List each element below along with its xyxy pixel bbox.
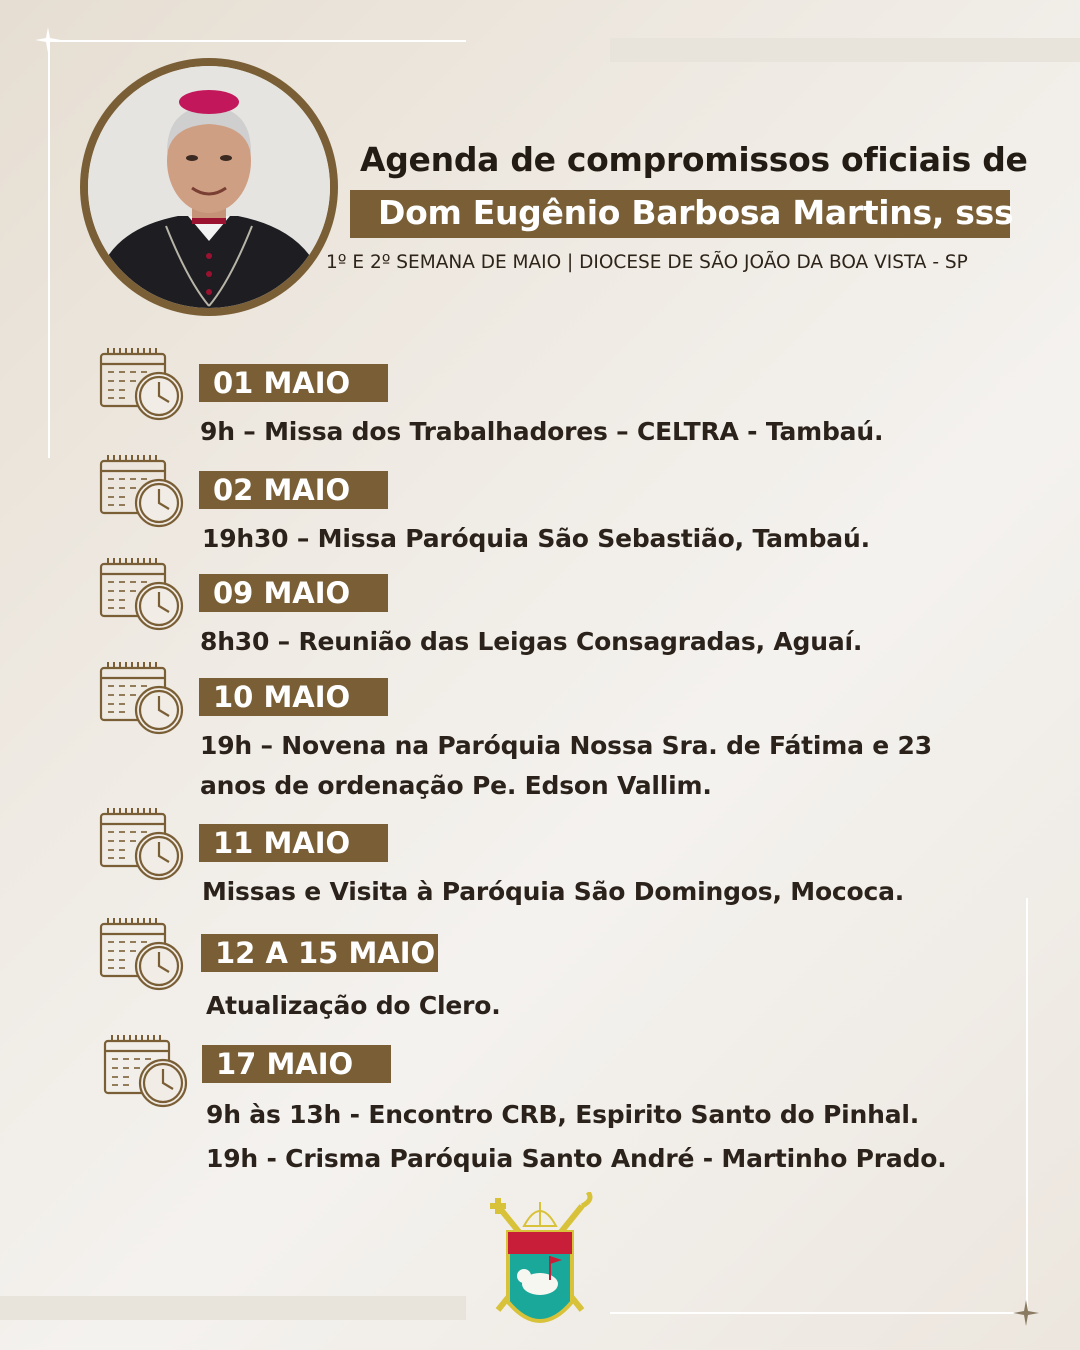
sparkle-icon [1013,1300,1039,1326]
calendar-clock-icon [98,916,188,992]
page-title: Agenda de compromissos oficiais de [360,140,1028,179]
bishop-portrait [88,66,330,308]
calendar-clock-icon [98,346,188,422]
date-label: 02 MAIO [199,471,388,509]
calendar-clock-icon [102,1033,192,1109]
event-line: Missas e Visita à Paróquia São Domingos, Mococa. [202,877,905,906]
calendar-clock-icon [98,806,188,882]
frame-line-right [1026,898,1028,1313]
decor-bar-top [610,38,1080,62]
event-line: 19h – Novena na Paróquia Nossa Sra. de Fátima e 23 [200,731,932,760]
date-label: 09 MAIO [199,574,388,612]
frame-line-left [48,40,50,458]
frame-line-top [48,40,466,42]
date-label: 01 MAIO [199,364,388,402]
event-line: 8h30 – Reunião das Leigas Consagradas, Aguaí. [200,627,863,656]
event-line: anos de ordenação Pe. Edson Vallim. [200,771,712,800]
sparkle-icon [35,27,61,53]
diocese-coat-of-arms-icon [484,1192,596,1340]
event-line: 19h - Crisma Paróquia Santo André - Martinho Prado. [206,1144,947,1173]
event-line: 19h30 – Missa Paróquia São Sebastião, Tambaú. [202,524,870,553]
event-line: 9h às 13h - Encontro CRB, Espirito Santo do Pinhal. [206,1100,920,1129]
calendar-clock-icon [98,556,188,632]
bishop-name: Dom Eugênio Barbosa Martins, sss [378,193,1014,232]
date-label: 10 MAIO [199,678,388,716]
calendar-clock-icon [98,660,188,736]
page-subtitle: 1º E 2º SEMANA DE MAIO | DIOCESE DE SÃO JOÃO DA BOA VISTA - SP [326,252,968,273]
frame-line-bottom [610,1312,1026,1314]
date-label: 12 A 15 MAIO [201,934,438,972]
date-label: 17 MAIO [202,1045,391,1083]
event-line: 9h – Missa dos Trabalhadores – CELTRA - Tambaú. [200,417,884,446]
date-label: 11 MAIO [199,824,388,862]
calendar-clock-icon [98,453,188,529]
event-line: Atualização do Clero. [206,991,501,1020]
decor-bar-bottom [0,1296,466,1320]
